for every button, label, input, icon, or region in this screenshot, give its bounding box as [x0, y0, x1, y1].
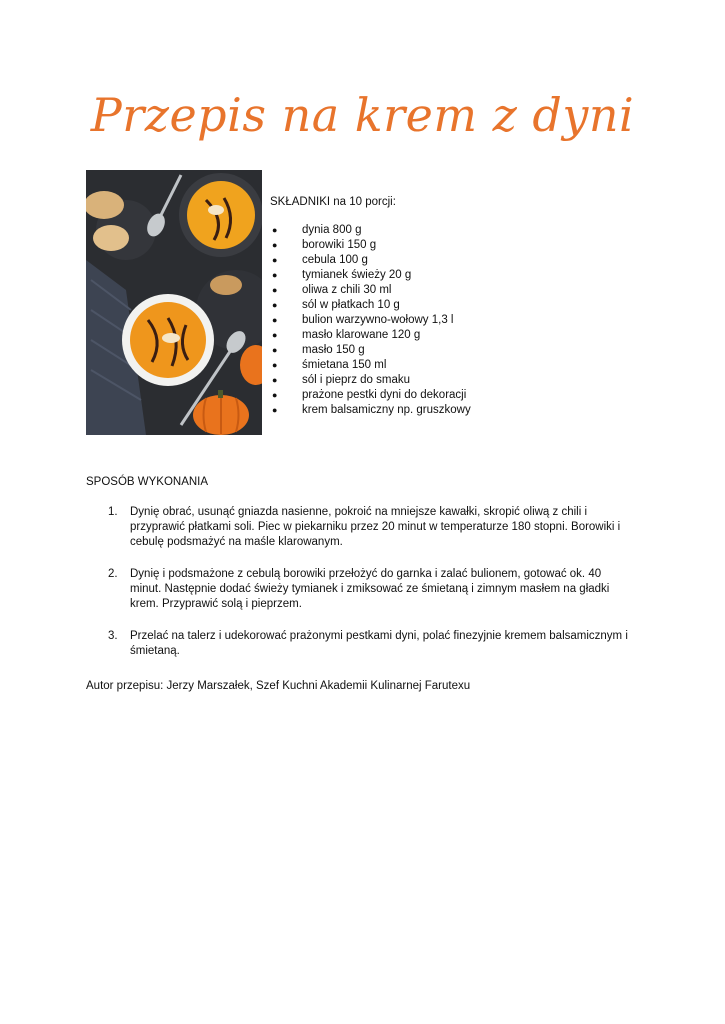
list-item: ● krem balsamiczny np. gruszkowy — [272, 404, 471, 416]
bullet-icon: ● — [272, 375, 278, 385]
step-text: Dynię i podsmażone z cebulą borowiki przełożyć do garnka i zalać bulionem, gotować ok. 40 minut. Następnie dodać świeży tymianek i zmiksować ze śmietaną i zimnym masłem na gładki krem. Przyprawić solą i pieprzem. — [130, 568, 610, 610]
bullet-icon: ● — [272, 405, 278, 415]
method-steps — [86, 505, 631, 676]
bullet-icon: ● — [272, 390, 278, 400]
bullet-icon: ● — [272, 285, 278, 295]
ingredients-section — [270, 196, 530, 418]
step-item — [86, 567, 631, 612]
method-heading: SPOSÓB WYKONANIA — [86, 476, 209, 488]
ingredients-list — [270, 223, 530, 418]
list-item: ● bulion warzywno-wołowy 1,3 l — [272, 314, 454, 326]
list-item: ● cebula 100 g — [272, 254, 368, 266]
pumpkin-soup-photo — [86, 170, 262, 435]
bullet-icon: ● — [272, 345, 278, 355]
list-item: ● dynia 800 g — [272, 224, 362, 236]
list-item: ● borowiki 150 g — [272, 239, 377, 251]
list-item: ● śmietana 150 ml — [272, 359, 387, 371]
step-text: Przelać na talerz i udekorować prażonymi pestkami dyni, polać finezyjnie kremem balsamicznym i śmietaną. — [130, 630, 628, 657]
bullet-icon: ● — [272, 225, 278, 235]
list-item: ● oliwa z chili 30 ml — [272, 284, 392, 296]
step-number: 2. — [108, 568, 118, 580]
bullet-icon: ● — [272, 315, 278, 325]
page-title: Przepis na krem z dyni — [90, 88, 635, 142]
list-item: ● sól i pieprz do smaku — [272, 374, 411, 386]
list-item: ● masło klarowane 120 g — [272, 329, 421, 341]
list-item: ● prażone pestki dyni do dekoracji — [272, 389, 467, 401]
step-text: Dynię obrać, usunąć gniazda nasienne, pokroić na mniejsze kawałki, skropić oliwą z chili i przyprawić płatkami soli. Piec w piekarniku przez 20 minut w temperaturze 180 stopni. Borowiki i cebulę podsmażyć na maśle klarowanym. — [130, 506, 621, 548]
bullet-icon: ● — [272, 330, 278, 340]
list-item: ● masło 150 g — [272, 344, 365, 356]
bullet-icon: ● — [272, 270, 278, 280]
list-item: ● tymianek świeży 20 g — [272, 269, 412, 281]
step-item — [86, 505, 631, 550]
bullet-icon: ● — [272, 300, 278, 310]
bullet-icon: ● — [272, 255, 278, 265]
list-item: ● sól w płatkach 10 g — [272, 299, 400, 311]
step-number: 1. — [108, 506, 118, 518]
ingredients-heading: SKŁADNIKI na 10 porcji: — [270, 196, 396, 208]
step-item — [86, 629, 631, 659]
bullet-icon: ● — [272, 360, 278, 370]
step-number: 3. — [108, 630, 118, 642]
bullet-icon: ● — [272, 240, 278, 250]
author-credit: Autor przepisu: Jerzy Marszałek, Szef Kuchni Akademii Kulinarnej Farutexu — [86, 680, 471, 692]
